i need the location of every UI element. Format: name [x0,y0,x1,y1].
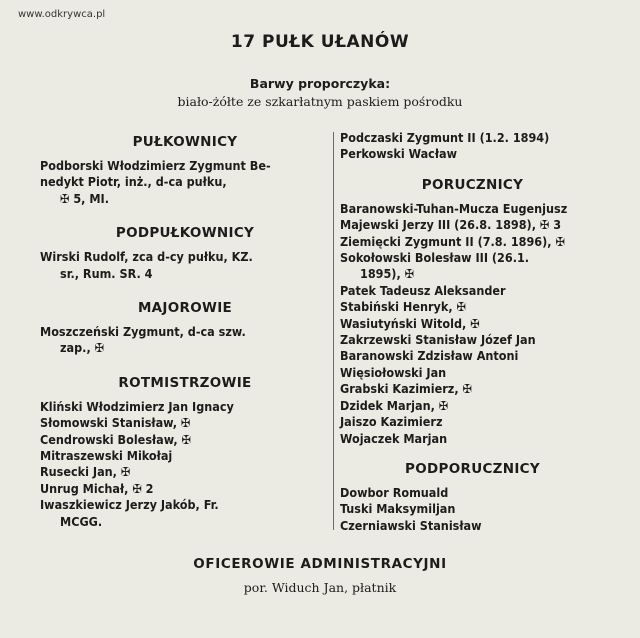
entry-line: Podczaski Zygmunt II (1.2. 1894) [340,130,550,145]
entry-line: Wirski Rudolf, zca d-cy pułku, KZ. [40,249,253,265]
entry-line: Cendrowski Bolesław, ✠ [40,431,191,447]
page-title: 17 PUŁK UŁANÓW [230,32,410,52]
section-heading-porucznicy: PORUCZNICY [421,176,524,193]
entry-line: Baranowski-Tuhan-Mucza Eugenjusz [340,200,568,216]
entry-line: nedykt Piotr, inż., d-ca pułku, [40,174,227,190]
entry-line: Tuski Maksymiljan [340,501,456,517]
section-heading-podpulkownicy: PODPUŁKOWNICY [115,225,255,242]
colors-description: biało-żółte ze szkarłatnym paskiem pośrodku [177,94,463,109]
section-heading-podporucznicy: PODPORUCZNICY [405,460,540,477]
entry-line: Czerniawski Stanisław [340,517,482,533]
entry-line: Perkowski Wacław [340,146,457,162]
entry-line: Baranowski Zdzisław Antoni [340,348,519,364]
entry-line: Dowbor Romuald [340,484,449,500]
entry-line: Sokołowski Bolesław III (26.1. [340,250,530,266]
entry-line: MCGG. [60,513,103,529]
entry-line: Mitraszewski Mikołaj [40,448,173,464]
entry-line: ✠ 5, MI. [60,190,109,206]
left-column [40,130,330,530]
watermark: www.odkrywca.pl [18,9,106,20]
entry-line: Iwaszkiewicz Jerzy Jakób, Fr. [40,497,219,513]
entry-line: Wasiutyński Witold, ✠ [340,315,480,331]
column-divider [333,132,334,530]
entry-line: Dzidek Marjan, ✠ [340,397,449,413]
entry-line: Ziemięcki Zygmunt II (7.8. 1896), ✠ [340,233,565,249]
entry-line: Więsiołowski Jan [340,364,447,380]
entry-line: Jaiszo Kazimierz [340,414,443,430]
entry-line: Podborski Włodzimierz Zygmunt Be- [40,158,271,173]
entry-line: Unrug Michał, ✠ 2 [40,480,154,496]
section-heading-pulkownicy: PUŁKOWNICY [132,134,238,150]
entry-line: Zakrzewski Stanisław Józef Jan [340,332,536,348]
entry-line: 1895), ✠ [360,266,415,282]
entry-line: Wojaczek Marjan [340,430,448,446]
entry-line: Majewski Jerzy III (26.8. 1898), ✠ 3 [340,217,562,233]
entry-line: Kliński Włodzimierz Jan Ignacy [40,398,234,414]
entry-line: sr., Rum. SR. 4 [60,265,153,281]
entry-line: zap., ✠ [60,340,105,356]
entry-line: Moszczeński Zygmunt, d-ca szw. [40,324,246,340]
section-heading-rotmistrzowie: ROTMISTRZOWIE [118,374,252,391]
section-heading-majorowie: MAJOROWIE [137,300,233,317]
entry-line: Rusecki Jan, ✠ [40,464,131,480]
entry-line: por. Widuch Jan, płatnik [243,580,397,595]
entry-line: Stabiński Henryk, ✠ [340,299,466,315]
colors-heading: Barwy proporczyka: [249,76,391,91]
entry-line: Patek Tadeusz Aleksander [340,282,506,298]
entry-line: Grabski Kazimierz, ✠ [340,381,472,397]
section-heading-administracyjni: OFICEROWIE ADMINISTRACYJNI [193,556,447,572]
entry-line: Słomowski Stanisław, ✠ [40,415,191,431]
right-column [340,130,605,534]
